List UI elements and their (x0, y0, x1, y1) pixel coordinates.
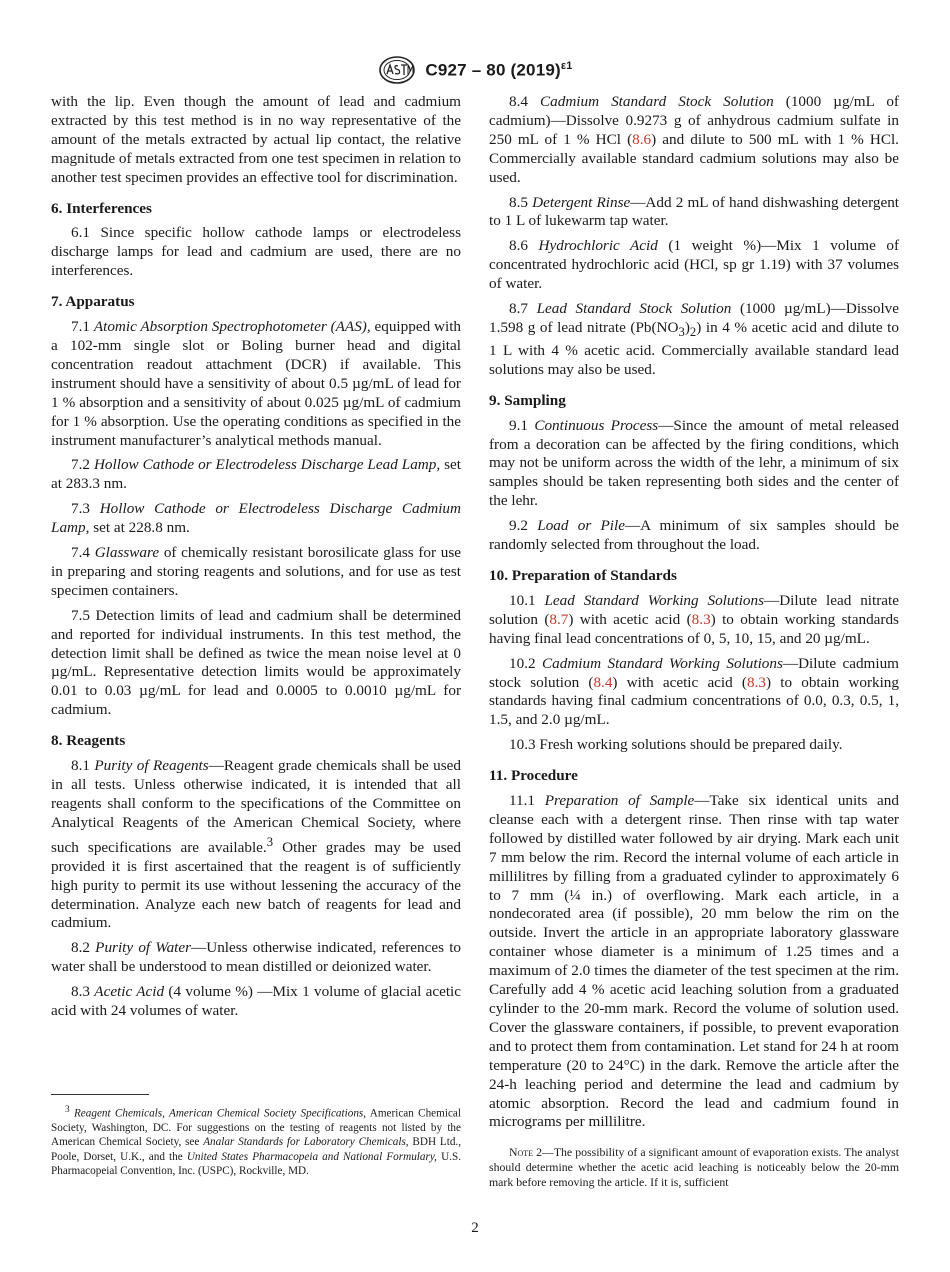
paragraph-7-2: 7.2 Hollow Cathode or Electrodeless Discharge Lead Lamp, set at 283.3 nm. (51, 456, 462, 493)
section-link-8-3[interactable]: 8.3 (747, 673, 766, 691)
footnote-divider (51, 1094, 149, 1095)
paragraph-10-1: 10.1 Lead Standard Working Solutions—Dilute lead nitrate solution (8.7) with acetic acid (8.3) to obtain working standards having final lead concentrations of 0, 5, 10, 15, and 20 µg/mL. (489, 591, 899, 647)
paragraph-9-1: 9.1 Continuous Process—Since the amount of metal released from a decoration can be affected by the firing conditions, which may not be uniform across the width of the lehr, a minimum of six samples should be taken representing both sides and the center of the lehr. (489, 416, 900, 510)
paragraph-9-2: 9.2 Load or Pile—A minimum of six samples should be randomly selected from throughout the load. (489, 517, 900, 554)
paragraph-11-1: 11.1 Preparation of Sample—Take six identical units and cleanse each with a detergent rinse. Then rinse with tap water followed by distilled water followed by air drying. Mark each unit 7 mm below the rim. Record the internal volume of each article in millilitres by filling from a graduated cylinder to approximately 6 to 7 mm (¼ in.) of overflowing. Mark each article, in a nondecorated area (if possible), 20 mm below the rim on the outside. Invert the article in an appropriate laboratory glassware container whose diameter is a minimum of 1.25 times and a maximum of 2.0 times the diameter of the test specimen at the rim. Carefully add 4 % acetic acid leaching solution from a graduated cylinder to the 20-mm mark. Record the volume of solution used. Cover the glassware containers, if possible, to prevent evaporation and to protect them from contamination. Let stand for 24 h at room temperature (20 to 24°C) in the dark. Remove the article after the 24-h leaching period and determine the lead and cadmium by atomic absorption. Record the lead and cadmium found in micrograms per millilitre. (489, 792, 899, 1131)
designation-superscript: ε1 (560, 59, 573, 72)
paragraph-10-3: 10.3 Fresh working solutions should be prepared daily. (509, 736, 843, 754)
footnote-3: $^3$ Reagent Chemicals, American Chemical Society Specifications, American Chemical Society, Washington, DC. For suggestions on the testing of reagents not listed by the American Chemical Society, see Analar Standards for Laboratory Chemicals, BDH Ltd., Poole, Dorset, U.K., and the United States Pharmacopeia and National Formulary, U.S. Pharmacopeial Convention, Inc. (USPC), Rockville, MD. (51, 1105, 462, 1177)
section-8-heading: 8. Reagents (51, 732, 126, 750)
page-number: 2 (471, 1220, 479, 1236)
section-link-8-6[interactable]: 8.6 (632, 130, 652, 148)
paragraph-8-6: 8.6 Hydrochloric Acid (1 weight %)—Mix 1 volume of concentrated hydrochloric acid (HCl, sp gr 1.19) with 37 volumes of water. (489, 237, 899, 293)
footnote-reference[interactable]: 3 (266, 834, 274, 849)
paragraph-8-2: 8.2 Purity of Water—Unless otherwise indicated, references to water shall be understood to mean distilled or deionized water. (51, 939, 462, 976)
right-column (489, 93, 899, 1138)
section-10-heading: 10. Preparation of Standards (489, 566, 677, 584)
left-column (51, 93, 461, 1027)
paragraph-7-5: 7.5 Detection limits of lead and cadmium shall be determined and reported for individual instruments. In this test method, the detection limit shall be defined as twice the mean noise level at 0 µg/mL. Representative detection limits would be approximately 0.01 to 0.03 µg/mL for lead and 0.0005 to 0.0010 µg/mL for cadmium. (51, 606, 461, 719)
paragraph-8-7: 8.7 Lead Standard Stock Solution (1000 µg/mL)—Dissolve 1.598 g of lead nitrate $(Pb(NO_3)_2)$ in 4 % acetic acid and dilute to 1 L with 4 % acetic acid. Commercially available standard lead solutions may also be used. (489, 300, 900, 378)
paragraph-7-3: 7.3 Hollow Cathode or Electrodeless Discharge Cadmium Lamp, set at 228.8 nm. (51, 500, 461, 537)
section-link-8-4[interactable]: 8.4 (593, 673, 613, 691)
note-2: Note 2—The possibility of a significant amount of evaporation exists. The analyst should determine whether the acetic acid leaching is noticeably below the 20-mm mark before removing the article. If it is, sufficient (489, 1145, 899, 1190)
section-11-heading: 11. Procedure (489, 767, 578, 785)
paragraph-10-2: 10.2 Cadmium Standard Working Solutions—Dilute cadmium stock solution (8.4) with acetic acid (8.3) to obtain working standards having final cadmium concentrations of 0.0, 0.3, 0.5, 1, 1.5, and 2.0 µg/mL. (489, 654, 899, 729)
standard-designation: C927 – 80 $(2019)^{\varepsilon 1}$ (425, 59, 573, 80)
paragraph-6-1: 6.1 Since specific hollow cathode lamps or electrodeless discharge lamps for lead and cadmium are used, there are no interferences. (51, 224, 461, 280)
paragraph-8-1: 8.1 Purity of Reagents—Reagent grade chemicals shall be used in all tests. Unless otherwise indicated, it is intended that all reagents shall conform to the specifications of the Committee on Analytical Reagents of the American Chemical Society, where such specifications are available.$^3$ Other grades may be used provided it is first ascertained that the reagent is of sufficiently high purity to permit its use without lessening the accuracy of the determination. Analyze each new batch of reagents for lead and cadmium. (51, 757, 462, 932)
section-7-heading: 7. Apparatus (51, 293, 135, 311)
section-9-heading: 9. Sampling (489, 391, 566, 409)
page-header (0, 54, 950, 86)
paragraph-7-1: 7.1 Atomic Absorption Spectrophotometer (AAS), equipped with a 102-mm single slot or Boling burner head and digital concentration readout attachment (DCR) if available. This instrument should have a sensitivity of about 0.5 µg/mL of lead for 1 % absorption and a sensitivity of about 0.025 µg/mL of cadmium for 1 % absorption. Use the operating conditions as specified in the instrument manufacturer’s analytical methods manual. (51, 318, 462, 449)
paragraph-8-4: 8.4 Cadmium Standard Stock Solution (1000 µg/mL of cadmium)—Dissolve 0.9273 g of anhydrous cadmium sulfate in 250 mL of 1 % HCl (8.6) and dilute to 500 mL with 1 % HCl. Commercially available standard cadmium solutions may also be used. (489, 93, 899, 186)
section-6-heading: 6. Interferences (51, 199, 152, 217)
astm-logo-icon (377, 54, 417, 86)
paragraph-8-3: 8.3 Acetic Acid (4 volume %) —Mix 1 volume of glacial acetic acid with 24 volumes of water. (51, 983, 461, 1020)
intro-paragraph: with the lip. Even though the amount of lead and cadmium extracted by this test method is in no way representative of the amount of the metals extracted by actual lip contact, the relative magnitude of metals extracted from one test specimen in relation to another test specimen provides an effective tool for discrimination. (51, 93, 461, 186)
section-link-8-3[interactable]: 8.3 (691, 610, 711, 628)
paragraph-7-4: 7.4 Glassware of chemically resistant borosilicate glass for use in preparing and storing reagents and solutions, and for use as test specimen containers. (51, 544, 462, 599)
paragraph-8-5: 8.5 Detergent Rinse—Add 2 mL of hand dishwashing detergent to 1 L of lukewarm tap water. (489, 193, 900, 230)
section-link-8-7[interactable]: 8.7 (549, 610, 569, 628)
